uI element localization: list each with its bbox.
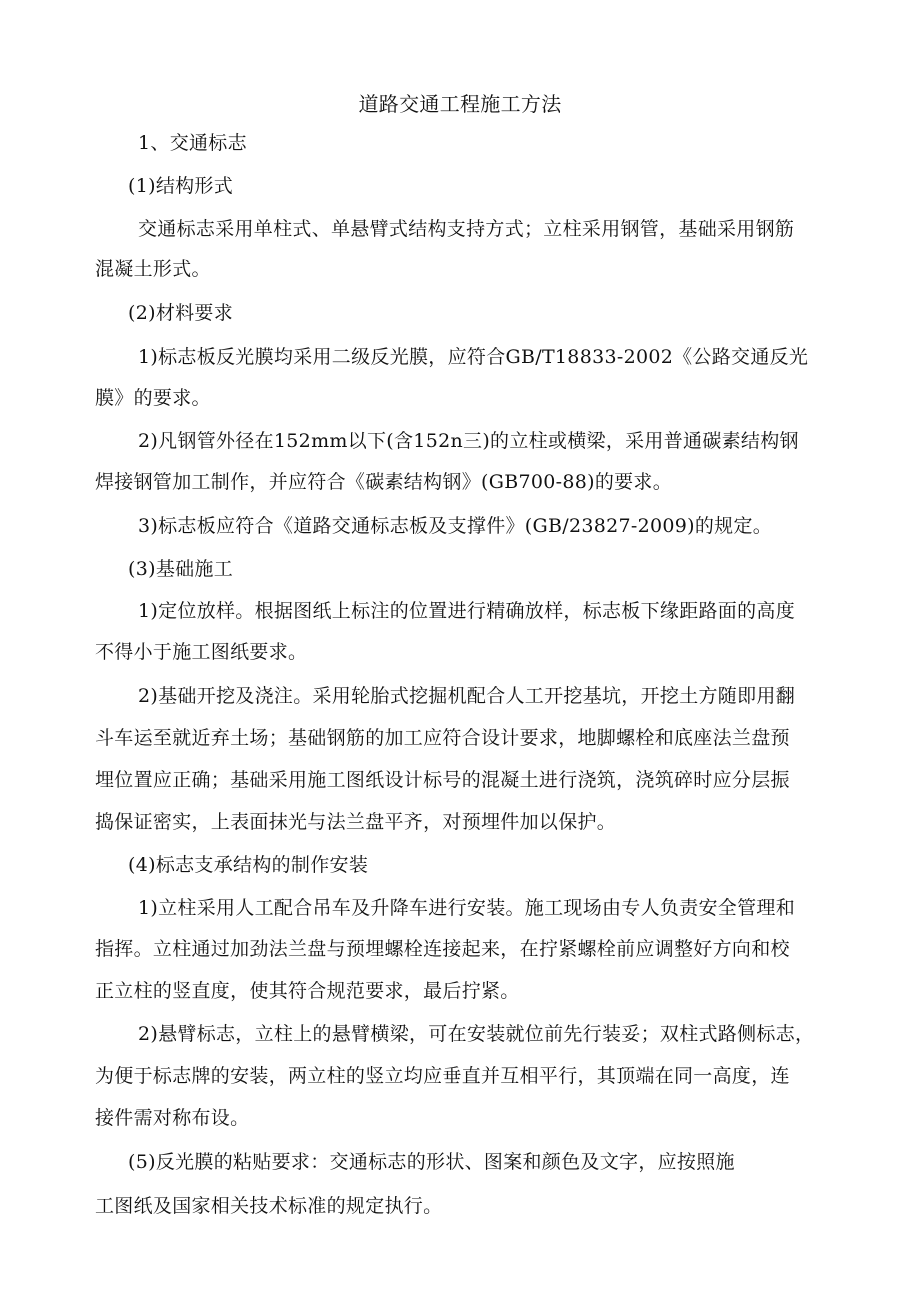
paragraph-line: 斗车运至就近弃土场；基础钢筋的加工应符合设计要求，地脚螺栓和底座法兰盘预 xyxy=(95,727,790,749)
paragraph-line: 1)立柱采用人工配合吊车及升降车进行安装。施工现场由专人负责安全管理和 xyxy=(138,897,796,919)
paragraph-line: 3)标志板应符合《道路交通标志板及支撑件》(GB/23827-2009)的规定。 xyxy=(138,515,773,537)
paragraph-line: 埋位置应正确；基础采用施工图纸设计标号的混凝土进行浇筑，浇筑碎时应分层振 xyxy=(95,769,790,791)
paragraph-line: 混凝土形式。 xyxy=(95,258,211,280)
paragraph-line: 2)凡钢管外径在152mm以下(含152n三)的立柱或横梁，采用普通碳素结构钢 xyxy=(138,430,799,452)
paragraph-line: 交通标志采用单柱式、单悬臂式结构支持方式；立柱采用钢管，基础采用钢筋 xyxy=(138,218,795,240)
paragraph-line: 为便于标志牌的安装，两立柱的竖立均应垂直并互相平行，其顶端在同一高度，连 xyxy=(95,1065,790,1087)
paragraph-line: (5)反光膜的粘贴要求：交通标志的形状、图案和颜色及文字，应按照施 xyxy=(128,1151,735,1173)
paragraph-line: 2)悬臂标志，立柱上的悬臂横梁，可在安装就位前先行装妥；双柱式路侧标志， xyxy=(138,1023,815,1045)
paragraph-line: 1)标志板反光膜均采用二级反光膜，应符合GB/T18833-2002《公路交通反光 xyxy=(138,346,809,368)
paragraph-line: 工图纸及国家相关技术标准的规定执行。 xyxy=(95,1195,443,1217)
subheading-structure: (1)结构形式 xyxy=(128,175,234,197)
paragraph-line: 捣保证密实，上表面抹光与法兰盘平齐，对预埋件加以保护。 xyxy=(95,811,617,833)
paragraph-line: 指挥。立柱通过加劲法兰盘与预埋螺栓连接起来，在拧紧螺栓前应调整好方向和校 xyxy=(95,938,790,960)
paragraph-line: 焊接钢管加工制作，并应符合《碳素结构钢》(GB700-88)的要求。 xyxy=(95,471,673,493)
paragraph-line: 膜》的要求。 xyxy=(95,387,211,409)
paragraph-line: 1)定位放样。根据图纸上标注的位置进行精确放样，标志板下缘距路面的高度 xyxy=(138,600,796,622)
paragraph-line: 不得小于施工图纸要求。 xyxy=(95,641,308,663)
paragraph-line: 正立柱的竖直度，使其符合规范要求，最后拧紧。 xyxy=(95,980,520,1002)
subheading-foundation: (3)基础施工 xyxy=(128,558,234,580)
paragraph-line: 接件需对称布设。 xyxy=(95,1107,250,1129)
document-title: 道路交通工程施工方法 xyxy=(358,92,562,116)
heading-traffic-signs: 1、交通标志 xyxy=(138,132,247,154)
subheading-materials: (2)材料要求 xyxy=(128,302,234,324)
paragraph-line: 2)基础开挖及浇注。采用轮胎式挖掘机配合人工开挖基坑，开挖土方随即用翻 xyxy=(138,685,796,707)
subheading-support-structure: (4)标志支承结构的制作安装 xyxy=(128,854,369,876)
